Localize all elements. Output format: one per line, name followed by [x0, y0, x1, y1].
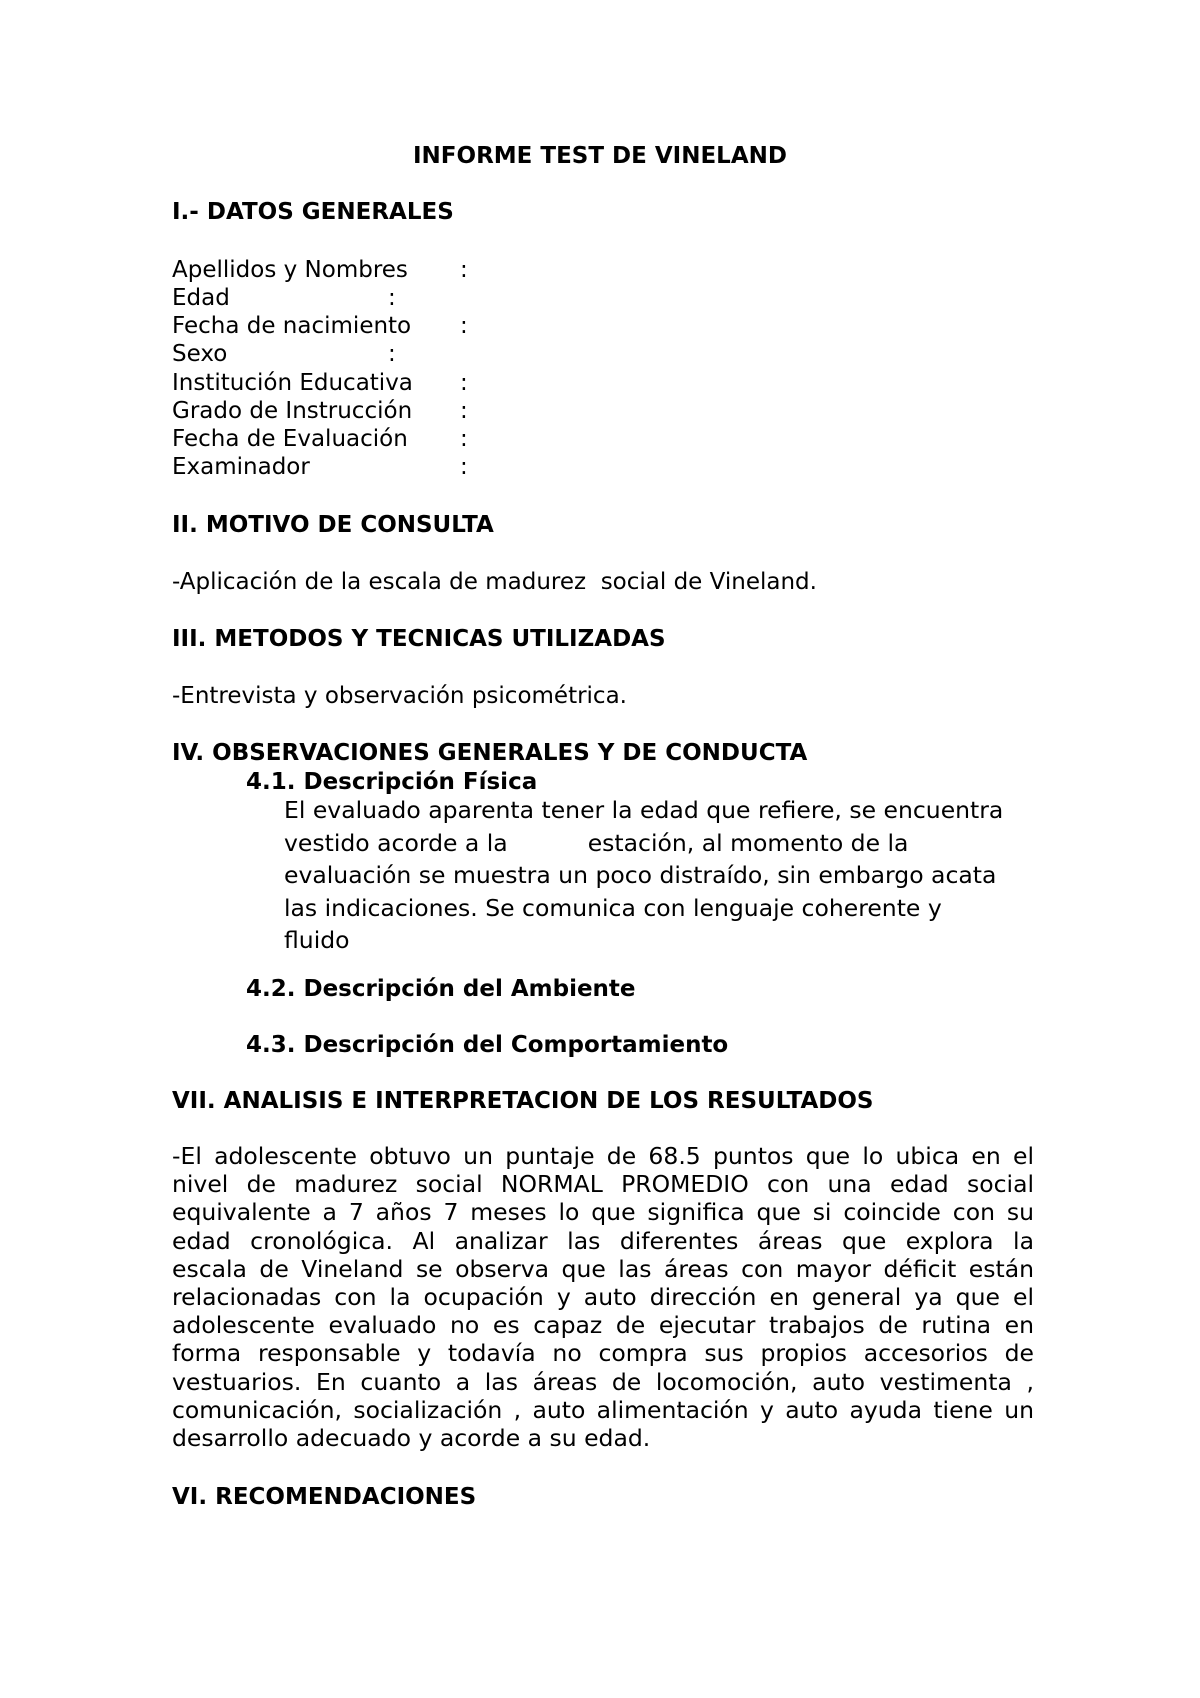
document-title: INFORME TEST DE VINELAND	[413, 143, 787, 169]
descripcion-fisica-text	[284, 794, 1044, 957]
text-line: vestuarios. En cuanto a las áreas de locomoción, auto vestimenta ,	[172, 1367, 1034, 1396]
text-line: las indicaciones. Se comunica con lenguaje coherente y	[284, 893, 942, 922]
field-separator: :	[460, 398, 468, 424]
field-label: Examinador	[172, 454, 310, 480]
text-line: edad cronológica. Al analizar las diferentes áreas que explora la	[172, 1226, 1034, 1255]
text-line: desarrollo adecuado y acorde a su edad.	[172, 1424, 651, 1453]
subheading-descripcion-ambiente: 4.2. Descripción del Ambiente	[246, 976, 636, 1002]
text-line: -El adolescente obtuvo un puntaje de 68.5 puntos que lo ubica en el	[172, 1142, 1034, 1170]
field-label: Fecha de nacimiento	[172, 313, 412, 339]
text-line	[284, 827, 1044, 860]
text-line: forma responsable y todavía no compra sus propios accesorios de	[172, 1339, 1034, 1368]
field-label: Edad	[172, 285, 230, 311]
section-heading-analisis: VII. ANALISIS E INTERPRETACION DE LOS RESULTADOS	[172, 1088, 874, 1114]
text-line: evaluación se muestra un poco distraído, sin embargo acata	[284, 861, 997, 889]
field-separator: :	[388, 285, 396, 311]
text-fragment: estación, al momento de la	[587, 828, 909, 857]
field-separator: :	[460, 257, 468, 283]
section-heading-recomendaciones: VI. RECOMENDACIONES	[172, 1484, 477, 1510]
analisis-text	[172, 1142, 1034, 1452]
section-heading-metodos-tecnicas: III. METODOS Y TECNICAS UTILIZADAS	[172, 626, 666, 652]
text-line: comunicación, socialización , auto alimentación y auto ayuda tiene un	[172, 1395, 1034, 1424]
subheading-descripcion-comportamiento: 4.3. Descripción del Comportamiento	[246, 1032, 729, 1058]
text-line: adolescente evaluado no es capaz de ejecutar trabajos de rutina en	[172, 1311, 1034, 1340]
metodos-tecnicas-text: -Entrevista y observación psicométrica.	[172, 683, 627, 709]
subheading-descripcion-fisica: 4.1. Descripción Física	[246, 769, 538, 795]
section-heading-observaciones: IV. OBSERVACIONES GENERALES Y DE CONDUCTA	[172, 740, 808, 766]
field-label: Fecha de Evaluación	[172, 426, 408, 452]
text-line: escala de Vineland se observa que las áreas con mayor déficit están	[172, 1254, 1034, 1283]
text-fragment: vestido acorde a la	[284, 828, 508, 857]
text-line: equivalente a 7 años 7 meses lo que significa que si coincide con su	[172, 1198, 1034, 1227]
section-heading-motivo-consulta: II. MOTIVO DE CONSULTA	[172, 512, 494, 538]
field-label: Sexo	[172, 341, 228, 367]
field-separator: :	[460, 313, 468, 339]
motivo-consulta-text: -Aplicación de la escala de madurez social de Vineland.	[172, 569, 817, 595]
field-separator: :	[460, 370, 468, 396]
field-separator: :	[460, 426, 468, 452]
field-separator: :	[460, 454, 468, 480]
field-label: Grado de Instrucción	[172, 398, 413, 424]
section-heading-datos-generales: I.- DATOS GENERALES	[172, 199, 454, 225]
field-label: Institución Educativa	[172, 370, 413, 396]
text-line: nivel de madurez social NORMAL PROMEDIO con una edad social	[172, 1170, 1034, 1199]
text-line: El evaluado aparenta tener la edad que refiere, se encuentra	[284, 796, 1004, 824]
text-line: relacionadas con la ocupación y auto dirección en general ya que el	[172, 1283, 1034, 1312]
field-separator: :	[388, 341, 396, 367]
field-label: Apellidos y Nombres	[172, 257, 408, 283]
text-line: fluido	[284, 926, 350, 954]
